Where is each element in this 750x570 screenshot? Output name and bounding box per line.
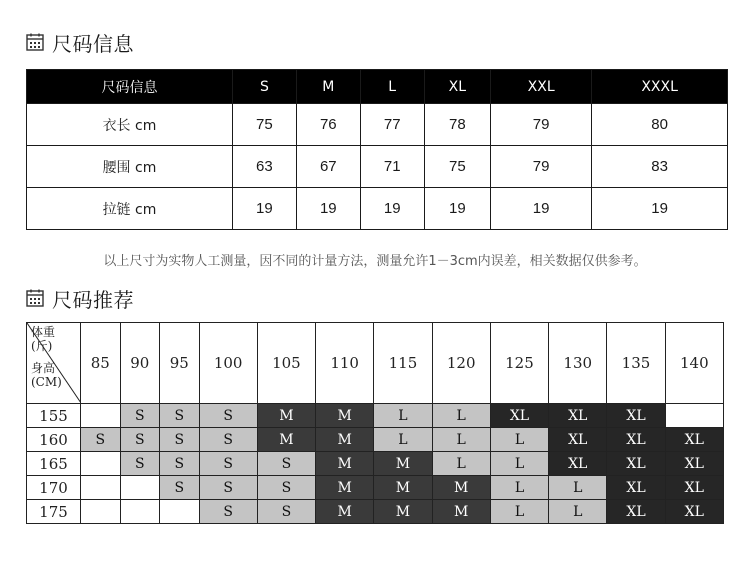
size-cell: S xyxy=(199,452,257,476)
weight-header-cell: 110 xyxy=(316,323,374,404)
weight-header-cell: 120 xyxy=(432,323,490,404)
size-cell: XL xyxy=(665,452,723,476)
size-cell: S xyxy=(120,428,160,452)
weight-header-cell: 115 xyxy=(374,323,432,404)
table-cell: 78 xyxy=(424,104,490,146)
table-cell: 79 xyxy=(491,104,592,146)
header-cell: S xyxy=(232,70,296,104)
size-cell: XL xyxy=(665,428,723,452)
size-cell xyxy=(665,404,723,428)
table-row xyxy=(27,476,724,500)
table-cell: 19 xyxy=(232,188,296,230)
size-cell xyxy=(81,452,121,476)
size-cell: M xyxy=(257,404,315,428)
size-cell: L xyxy=(374,428,432,452)
header-cell: XXXL xyxy=(592,70,728,104)
weight-header-cell: 85 xyxy=(81,323,121,404)
height-label: 175 xyxy=(27,500,81,524)
size-cell xyxy=(120,500,160,524)
size-cell: S xyxy=(257,476,315,500)
calendar-icon xyxy=(26,33,44,51)
size-cell: L xyxy=(490,452,548,476)
size-cell: S xyxy=(120,452,160,476)
size-recommend-heading xyxy=(26,284,134,312)
size-cell: S xyxy=(81,428,121,452)
size-cell: L xyxy=(490,500,548,524)
height-axis-label: 身高 (CM) xyxy=(31,361,62,389)
size-cell: S xyxy=(160,404,200,428)
section-title: 尺码信息 xyxy=(52,31,134,56)
height-label: 170 xyxy=(27,476,81,500)
size-cell: XL xyxy=(607,500,665,524)
table-cell: 63 xyxy=(232,146,296,188)
size-cell: S xyxy=(160,452,200,476)
table-row xyxy=(27,428,724,452)
size-cell xyxy=(81,476,121,500)
header-cell: L xyxy=(360,70,424,104)
table-cell: 19 xyxy=(592,188,728,230)
size-cell: XL xyxy=(665,476,723,500)
size-info-heading xyxy=(26,28,134,56)
header-cell: 尺码信息 xyxy=(27,70,233,104)
size-cell xyxy=(160,500,200,524)
size-cell: S xyxy=(160,476,200,500)
table-cell: 75 xyxy=(424,146,490,188)
table-row xyxy=(27,188,728,230)
size-cell: M xyxy=(257,428,315,452)
weight-header-cell: 140 xyxy=(665,323,723,404)
size-cell: M xyxy=(432,500,490,524)
size-cell: XL xyxy=(549,428,607,452)
table-cell: 77 xyxy=(360,104,424,146)
size-cell: M xyxy=(316,428,374,452)
size-cell: XL xyxy=(607,476,665,500)
table-cell: 67 xyxy=(296,146,360,188)
size-cell: XL xyxy=(607,428,665,452)
weight-header-cell: 95 xyxy=(160,323,200,404)
size-cell: M xyxy=(374,500,432,524)
table-cell: 19 xyxy=(424,188,490,230)
table-cell: 19 xyxy=(296,188,360,230)
size-cell: S xyxy=(257,452,315,476)
weight-header-row xyxy=(27,323,724,404)
weight-header-cell: 135 xyxy=(607,323,665,404)
height-label: 155 xyxy=(27,404,81,428)
size-cell: S xyxy=(120,404,160,428)
header-cell: XL xyxy=(424,70,490,104)
size-cell: L xyxy=(432,428,490,452)
weight-header-cell: 100 xyxy=(199,323,257,404)
size-cell: M xyxy=(316,404,374,428)
size-cell: XL xyxy=(549,404,607,428)
size-cell: S xyxy=(199,500,257,524)
table-cell: 19 xyxy=(360,188,424,230)
size-cell xyxy=(81,500,121,524)
size-cell: S xyxy=(199,476,257,500)
corner-cell xyxy=(27,323,81,404)
table-cell: 76 xyxy=(296,104,360,146)
header-cell: XXL xyxy=(491,70,592,104)
row-label: 拉链 cm xyxy=(27,188,233,230)
size-cell: XL xyxy=(549,452,607,476)
size-cell xyxy=(81,404,121,428)
table-row xyxy=(27,500,724,524)
table-row xyxy=(27,452,724,476)
weight-header-cell: 130 xyxy=(549,323,607,404)
header-cell: M xyxy=(296,70,360,104)
section-title: 尺码推荐 xyxy=(52,287,134,312)
size-cell: XL xyxy=(490,404,548,428)
weight-axis-label: 体重 (斤) xyxy=(31,325,56,353)
calendar-icon xyxy=(26,289,44,307)
size-cell: M xyxy=(374,476,432,500)
measurement-note: 以上尺寸为实物人工测量，因不同的计量方法，测量允许1－3cm内误差，相关数据仅供参考。 xyxy=(103,254,647,269)
size-cell: XL xyxy=(607,404,665,428)
weight-header-cell: 105 xyxy=(257,323,315,404)
weight-header-cell: 90 xyxy=(120,323,160,404)
table-row xyxy=(27,146,728,188)
size-cell: XL xyxy=(607,452,665,476)
size-cell: L xyxy=(549,476,607,500)
size-cell xyxy=(120,476,160,500)
size-cell: L xyxy=(432,452,490,476)
table-cell: 83 xyxy=(592,146,728,188)
table-row xyxy=(27,404,724,428)
size-cell: M xyxy=(316,476,374,500)
size-table-header-row xyxy=(27,70,728,104)
table-cell: 19 xyxy=(491,188,592,230)
size-cell: L xyxy=(490,476,548,500)
height-label: 165 xyxy=(27,452,81,476)
size-cell: L xyxy=(374,404,432,428)
size-cell: S xyxy=(199,428,257,452)
size-cell: L xyxy=(490,428,548,452)
size-cell: M xyxy=(374,452,432,476)
size-cell: M xyxy=(316,500,374,524)
height-label: 160 xyxy=(27,428,81,452)
row-label: 衣长 cm xyxy=(27,104,233,146)
size-cell: S xyxy=(199,404,257,428)
table-cell: 79 xyxy=(491,146,592,188)
table-cell: 71 xyxy=(360,146,424,188)
size-cell: L xyxy=(549,500,607,524)
row-label: 腰围 cm xyxy=(27,146,233,188)
table-cell: 80 xyxy=(592,104,728,146)
size-cell: S xyxy=(160,428,200,452)
weight-header-cell: 125 xyxy=(490,323,548,404)
table-row xyxy=(27,104,728,146)
size-cell: XL xyxy=(665,500,723,524)
size-cell: S xyxy=(257,500,315,524)
size-cell: M xyxy=(432,476,490,500)
size-cell: M xyxy=(316,452,374,476)
size-cell: L xyxy=(432,404,490,428)
size-info-table xyxy=(26,69,728,230)
size-recommend-table xyxy=(26,322,724,524)
table-cell: 75 xyxy=(232,104,296,146)
